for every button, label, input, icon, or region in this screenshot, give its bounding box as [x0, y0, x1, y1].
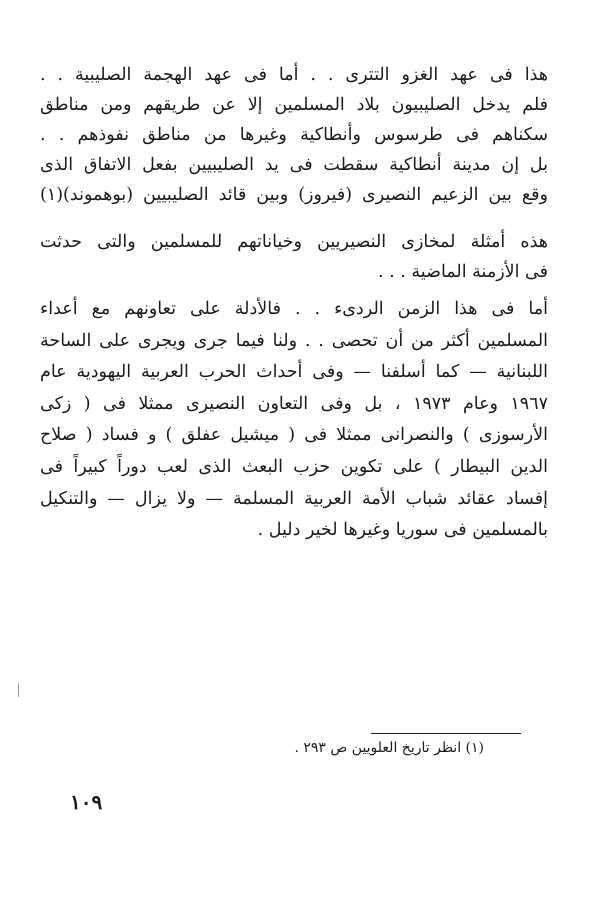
- text-line: هذه أمثلة لمخازى النصيريين وخياناتهم للمسلمين والتى حدثت: [40, 232, 548, 252]
- text-line: اللبنانية — كما أسلفنا — وفى أحداث الحرب العربية اليهودية عام: [40, 362, 548, 383]
- text-line: بالمسلمين فى سوريا وغيرها لخير دليل .: [257, 520, 548, 541]
- text-line: بل إن مدينة أنطاكية سقطت فى يد الصليبيين بفعل الاتفاق الذى: [40, 155, 548, 175]
- text-line: فى الأزمنة الماضية . . .: [378, 262, 548, 282]
- text-line: وقع بين الزعيم النصيرى (فيروز) وبين قائد الصليبيين (بوهموند)(١): [40, 185, 548, 205]
- footnote-divider: [371, 733, 521, 734]
- margin-mark: [18, 683, 19, 697]
- page-number: ١٠٩: [70, 790, 103, 814]
- text-line: أما فى هذا الزمن الردىء . . فالأدلة على تعاونهم مع أعداء: [40, 299, 548, 319]
- text-line: الأرسوزى ) والنصرانى ممثلا فى ( ميشيل عفلق ) و فساد ( صلاح: [40, 425, 548, 446]
- text-line: إفساد عقائد شباب الأمة العربية المسلمة — ولا يزال — والتنكيل: [40, 488, 548, 509]
- paragraph: [40, 227, 548, 287]
- paragraph: [40, 60, 548, 210]
- text-line: الدين البيطار ) على تكوين حزب البعث الذى لعب دوراً كبيراً فى: [40, 456, 548, 477]
- text-line: ١٩٦٧ وعام ١٩٧٣ ، بل وفى التعاون النصيرى ممثلا فى ( زكى: [40, 393, 549, 414]
- text-line: سكناهم فى طرسوس وأنطاكية وغيرها من مناطق نفوذهم . .: [40, 125, 548, 145]
- text-line: هذا فى عهد الغزو التترى . . أما فى عهد الهجمة الصليبية . .: [40, 65, 548, 85]
- footnote: (١) انظر تاريخ العلويين ص ٢٩٣ .: [294, 740, 484, 756]
- paragraph: [40, 294, 548, 547]
- text-line: المسلمين أكثر من أن تحصى . . ولنا فيما جرى ويجرى على الساحة: [40, 330, 548, 351]
- text-line: فلم يدخل الصليبيون بلاد المسلمين إلا عن طريقهم ومن مناطق: [40, 95, 549, 115]
